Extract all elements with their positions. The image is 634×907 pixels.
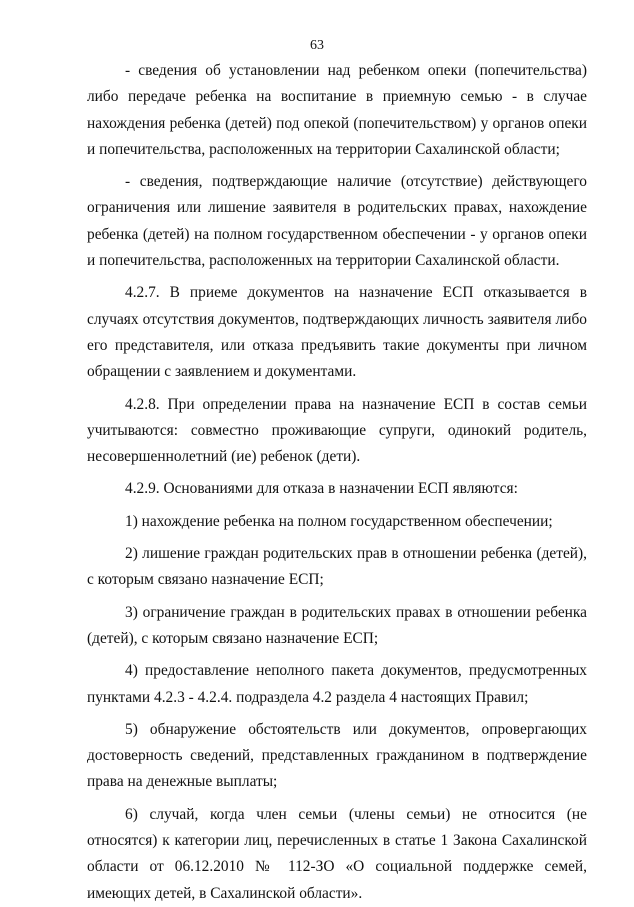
list-item-4: 4) предоставление неполного пакета документов, предусмотренных пунктами 4.2.3 - 4.2.4. подраздела 4.2 раздела 4 настоящих Правил;	[87, 662, 587, 706]
list-item-5: 5) обнаружение обстоятельств или документов, опровергающих достоверность сведений, представленных гражданином в подтверждение права на денежные выплаты;	[87, 720, 587, 791]
paragraph-4-2-8: 4.2.8. При определении права на назначение ЕСП в состав семьи учитываются: совместно проживающие супруги, одинокий родитель, несовершеннолетний (ие) ребенок (дети).	[87, 395, 587, 466]
page-number: 63	[310, 38, 324, 53]
paragraph-4-2-9: 4.2.9. Основаниями для отказа в назначении ЕСП являются:	[125, 480, 518, 498]
list-item-2: 2) лишение граждан родительских прав в отношении ребенка (детей), с которым связано назначение ЕСП;	[87, 545, 587, 589]
list-item-3: 3) ограничение граждан в родительских правах в отношении ребенка (детей), с которым связано назначение ЕСП;	[87, 603, 587, 647]
paragraph-parental-rights-info: - сведения, подтверждающие наличие (отсутствие) действующего ограничения или лишение заявителя в родительских правах, нахождение ребенка (детей) на полном государственном обеспечении - у органов опеки и попечительства, расположенных на территории Сахалинской области.	[87, 173, 587, 270]
list-item-6: 6) случай, когда член семьи (члены семьи) не относится (не относятся) к категории лиц, перечисленных в статье 1 Закона Сахалинской области от 06.12.2010 № 112-ЗО «О социальной поддержке семей, имеющих детей, в Сахалинской области».	[87, 805, 587, 902]
list-item-1: 1) нахождение ребенка на полном государственном обеспечении;	[125, 512, 553, 530]
paragraph-guardianship-info: - сведения об установлении над ребенком опеки (попечительства) либо передаче ребенка на воспитание в приемную семью - в случае нахождения ребенка (детей) под опекой (попечительством) у органов опеки и попечительства, расположенных на территории Сахалинской области;	[87, 62, 587, 158]
document-body	[87, 58, 587, 907]
paragraph-4-2-7: 4.2.7. В приеме документов на назначение ЕСП отказывается в случаях отсутствия документов, подтверждающих личность заявителя либо его представителя, или отказа предъявить такие документы при личном обращении с заявлением и документами.	[87, 284, 587, 381]
